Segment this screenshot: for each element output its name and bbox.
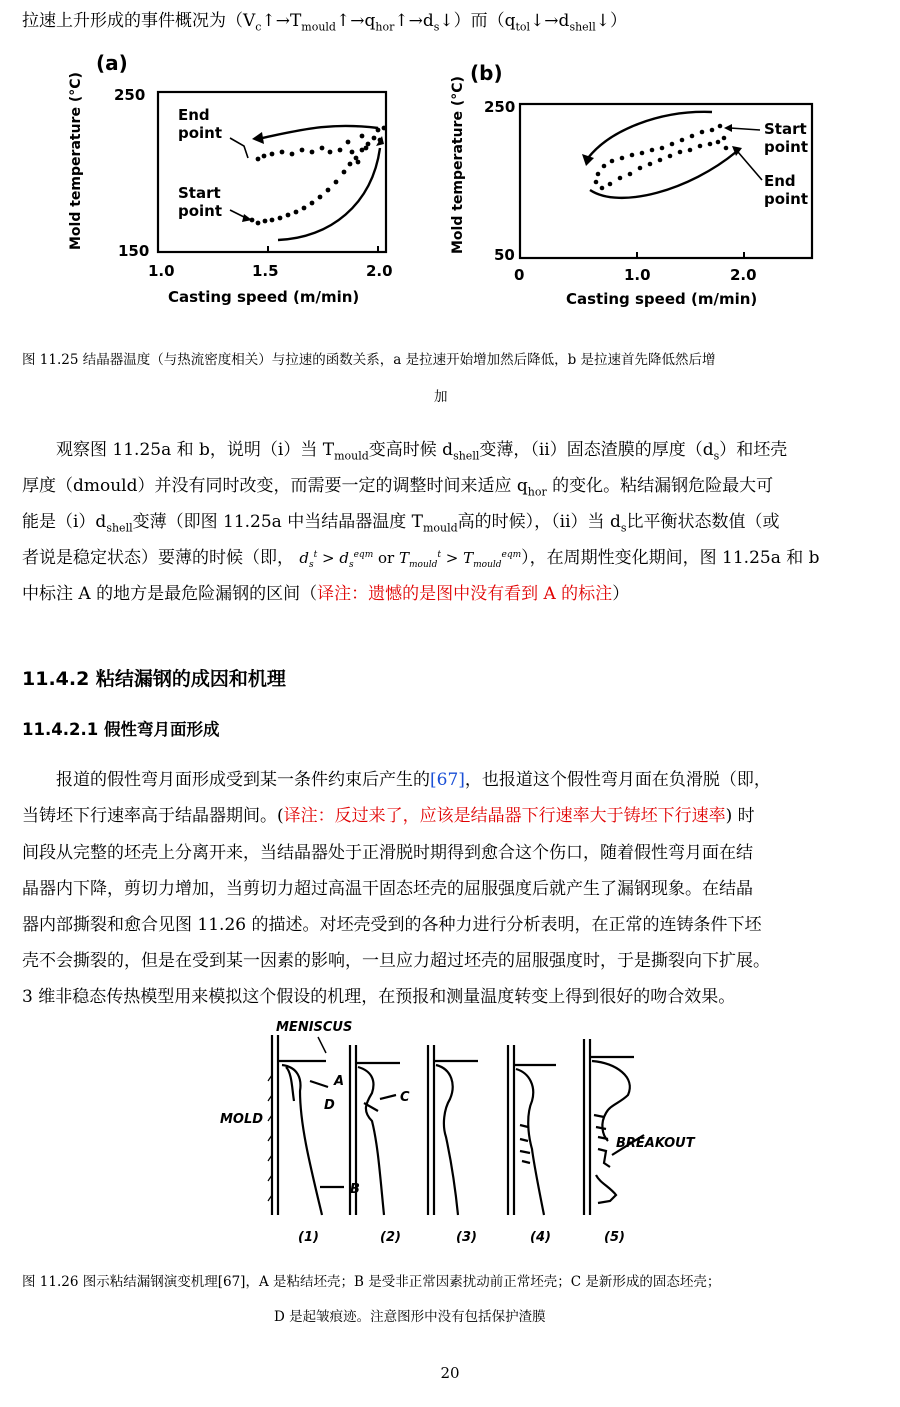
step-label-3: (3) <box>456 1230 477 1245</box>
para2-line6: 壳不会撕裂的，但是在受到某一因素的影响，一旦应力超过坯壳的屈服强度时，于是撕裂向下扩展。 <box>22 951 770 971</box>
ytick-b-top: 250 <box>484 98 516 116</box>
para1-line4: 者说是稳定状态）要薄的时候（即， $d_s^t > d_s^{eqm}$ or $T_{mould}^t > T_{mould}^{eqm}$），在周期性变化期间，图 11.25a 和 b <box>22 548 820 570</box>
end-point-label-a-1: End <box>178 106 210 124</box>
ytick-b-bottom: 50 <box>494 246 515 264</box>
figure-11-26-caption: 图 11.26 图示粘结漏钢演变机理[67]，A 是粘结坯壳；B 是受非正常因素扰动前正常坯壳；C 是新形成的固态坯壳； <box>22 1274 721 1290</box>
figure-11-25 <box>0 40 900 330</box>
breakout-label: BREAKOUT <box>616 1136 695 1151</box>
panel-b-label: (b) <box>470 61 503 85</box>
xtick-a-1: 1.0 <box>148 262 175 280</box>
start-point-label-a-1: Start <box>178 184 221 202</box>
figure-11-25-caption-cont: 加 <box>434 389 448 405</box>
para2-line4: 晶器内下降，剪切力增加，当剪切力超过高温干固态坯壳的屈服强度后就产生了漏钢现象。在结晶 <box>22 879 753 899</box>
end-point-label-b-2: point <box>764 190 809 208</box>
step-label-1: (1) <box>298 1230 319 1245</box>
panel-a-label: (a) <box>96 51 128 75</box>
figure-11-25b <box>450 61 812 308</box>
start-point-label-a-2: point <box>178 202 223 220</box>
xtick-b-3: 2.0 <box>730 266 757 284</box>
section-heading: 11.4.2 粘结漏钢的成因和机理 <box>22 668 286 690</box>
para2-line7: 3 维非稳态传热模型用来模拟这个假设的机理，在预报和测量温度转变上得到很好的吻合效果。 <box>22 987 736 1007</box>
translator-note-2: 译注：反过来了，应该是结晶器下行速率大于铸坯下行速率 <box>283 806 726 826</box>
label-A: A <box>334 1074 345 1089</box>
figure-11-25-caption: 图 11.25 结晶器温度（与热流密度相关）与拉速的函数关系，a 是拉速开始增加然后降低，b 是拉速首先降低然后增 <box>22 352 716 368</box>
intro-line: 拉速上升形成的事件概况为$(V_c↑\to T_{mould}↑\to q_{hor}↑\to d_s↓)$而$(q_{tol}↓\to d_{shell}↓)$ <box>22 11 627 34</box>
para1-line5: 中标注 A 的地方是最危险漏钢的区间（译注：遗憾的是图中没有看到 A 的标注） <box>22 584 630 604</box>
para1-line3: 能是$(i)d_{shell}$变薄（即图 11.25a 中当结晶器温度 $T_{mould}$高的时候），（ii）当 $d_s$比平衡状态数值（或 <box>22 512 780 535</box>
step-5-drawing <box>584 1039 644 1215</box>
ylabel-b: Mold temperature (°C) <box>450 76 466 254</box>
mold-label: MOLD <box>220 1112 264 1127</box>
figure-11-26-caption-cont: D 是起皱痕迹。注意图形中没有包括保护渣膜 <box>274 1309 546 1325</box>
xtick-a-2: 1.5 <box>252 262 279 280</box>
step-4-drawing <box>508 1045 556 1215</box>
label-C: C <box>400 1090 410 1105</box>
xtick-b-2: 1.0 <box>624 266 651 284</box>
citation-link-67[interactable]: [67] <box>430 770 465 790</box>
xtick-a-3: 2.0 <box>366 262 393 280</box>
ylabel-a: Mold temperature (°C) <box>68 72 84 250</box>
step-label-4: (4) <box>530 1230 551 1245</box>
xlabel-a: Casting speed (m/min) <box>168 288 360 306</box>
trajectory-a <box>250 126 387 226</box>
step-3-drawing <box>428 1045 478 1215</box>
meniscus-label: MENISCUS <box>276 1020 353 1035</box>
trajectory-b <box>594 124 729 191</box>
figure-11-25a <box>68 51 393 306</box>
start-point-label-b-2: point <box>764 138 809 156</box>
xlabel-b: Casting speed (m/min) <box>566 290 758 308</box>
step-1-drawing <box>268 1035 344 1215</box>
para2-line1: 报道的假性弯月面形成受到某一条件约束后产生的[67]，也报道这个假性弯月面在负滑脱（即， <box>56 770 771 790</box>
para1-line1: 观察图 11.25a 和 b，说明（i）当 $T_{mould}$变高时候 $d_{shell}$变薄，（ii）固态渣膜的厚度$(d_s)$和坯壳 <box>56 440 788 463</box>
label-B: B <box>350 1182 360 1197</box>
para2-line2: 当铸坯下行速率高于结晶器期间。(译注：反过来了，应该是结晶器下行速率大于铸坯下行速率) 时 <box>22 806 755 826</box>
translator-note-1: 译注：遗憾的是图中没有看到 A 的标注 <box>317 584 613 604</box>
step-label-2: (2) <box>380 1230 401 1245</box>
step-label-5: (5) <box>604 1230 625 1245</box>
label-D: D <box>324 1098 335 1113</box>
ytick-a-bottom: 150 <box>118 242 150 260</box>
para2-line5: 器内部撕裂和愈合见图 11.26 的描述。对坯壳受到的各种力进行分析表明，在正常的连铸条件下坯 <box>22 915 762 935</box>
end-point-label-a-2: point <box>178 124 223 142</box>
xtick-b-1: 0 <box>514 266 525 284</box>
start-point-label-b-1: Start <box>764 120 807 138</box>
inequality-formula: $d_s^t > d_s^{eqm}$ or $T_{mould}^t > T_{mould}^{eqm}$ <box>299 549 522 570</box>
figure-11-26 <box>0 1015 900 1250</box>
para1-line2: 厚度（dmould）并没有同时改变，而需要一定的调整时间来适应 $q_{hor}$ 的变化。粘结漏钢危险最大可 <box>22 476 774 499</box>
para2-line3: 间段从完整的坯壳上分离开来，当结晶器处于正滑脱时期得到愈合这个伤口，随着假性弯月面在结 <box>22 843 753 863</box>
end-point-label-b-1: End <box>764 172 796 190</box>
subsection-heading: 11.4.2.1 假性弯月面形成 <box>22 720 220 739</box>
page-number: 20 <box>440 1364 460 1382</box>
ytick-a-top: 250 <box>114 86 146 104</box>
